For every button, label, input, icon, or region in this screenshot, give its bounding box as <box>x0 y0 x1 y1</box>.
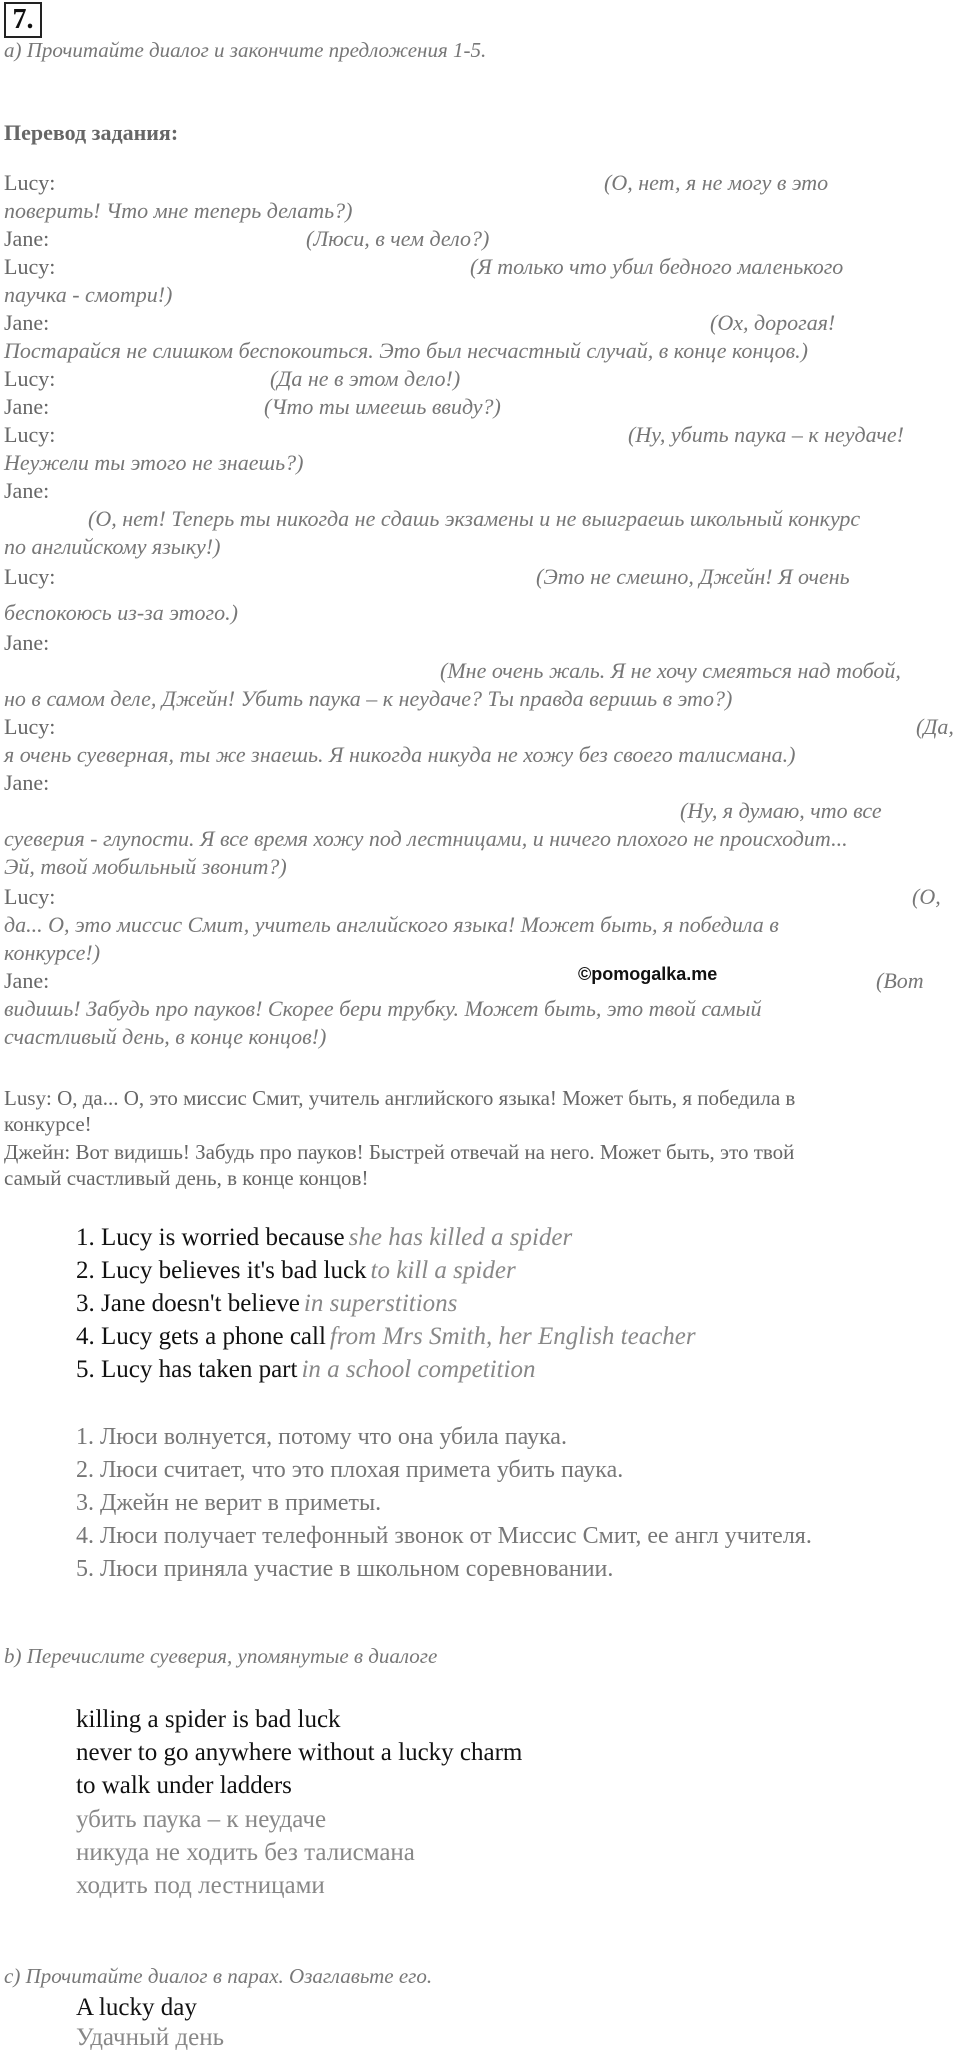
dialog-line: (Ну, убить паука – к неудаче! <box>628 422 904 447</box>
sentence-ru: 3. Джейн не верит в приметы. <box>76 1490 382 1516</box>
sentence-item <box>76 1323 696 1351</box>
dialog-line: (Да не в этом дело!) <box>270 366 461 391</box>
dialog-line: (Мне очень жаль. Я не хочу смеяться над тобой, <box>440 658 901 683</box>
dialog-speaker: Jane: <box>4 968 50 993</box>
sentence-start: 3. Jane doesn't believe <box>76 1290 300 1317</box>
dialog-line: паучка - смотри!) <box>4 282 173 307</box>
sentence-item <box>76 1257 516 1285</box>
exercise-number: 7. <box>4 2 42 38</box>
dialog-line: (Да, <box>916 714 954 739</box>
sentence-ru: 5. Люси приняла участие в школьном соревновании. <box>76 1556 614 1582</box>
superstition-ru: убить паука – к неудаче <box>76 1806 327 1833</box>
dialog-line: (О, нет! Теперь ты никогда не сдашь экзамены и не выиграешь школьный конкурс <box>88 506 861 531</box>
dialog-line: я очень суеверная, ты же знаешь. Я никогда никуда не хожу без своего талисмана.) <box>4 742 796 767</box>
superstition-en: never to go anywhere without a lucky charm <box>76 1739 523 1766</box>
dialog-line: Постарайся не слишком беспокоиться. Это был несчастный случай, в конце концов.) <box>4 338 808 363</box>
dialog-line: да... О, это миссис Смит, учитель английского языка! Может быть, я победила в <box>4 912 779 937</box>
dialog-line: (Люси, в чем дело?) <box>306 226 490 251</box>
dialog-line: Эй, твой мобильный звонит?) <box>4 854 287 879</box>
plain-translation-line: Джейн: Вот видишь! Забудь про пауков! Быстрей отвечай на него. Может быть, это твой <box>4 1140 795 1164</box>
dialog-line: Неужели ты этого не знаешь?) <box>4 450 304 475</box>
dialog-line: видишь! Забудь про пауков! Скорее бери трубку. Может быть, это твой самый <box>4 996 762 1021</box>
dialog-speaker: Lucy: <box>4 254 56 279</box>
sentence-ru: 4. Люси получает телефонный звонок от Миссис Смит, ее англ учителя. <box>76 1523 812 1549</box>
sentence-answer: to kill a spider <box>370 1257 516 1284</box>
sentence-ru: 2. Люси считает, что это плохая примета убить паука. <box>76 1457 624 1483</box>
dialog-speaker: Jane: <box>4 394 50 419</box>
dialog-line: счастливый день, в конце концов!) <box>4 1024 327 1049</box>
dialog-line: (О, нет, я не могу в это <box>604 170 829 195</box>
superstition-en: killing a spider is bad luck <box>76 1706 341 1733</box>
sentence-start: 2. Lucy believes it's bad luck <box>76 1257 367 1284</box>
dialog-title-en: A lucky day <box>76 1994 197 2021</box>
sentence-item <box>76 1224 572 1252</box>
dialog-line: (Что ты имеешь ввиду?) <box>264 394 501 419</box>
dialog-speaker: Lucy: <box>4 564 56 589</box>
sentence-start: 5. Lucy has taken part <box>76 1356 298 1383</box>
plain-translation-line: Lusy: О, да... О, это миссис Смит, учитель английского языка! Может быть, я победила в <box>4 1086 796 1110</box>
dialog-line: (Вот <box>876 968 924 993</box>
dialog-speaker: Lucy: <box>4 366 56 391</box>
sentence-answer: she has killed a spider <box>348 1224 573 1251</box>
superstition-ru: никуда не ходить без талисмана <box>76 1839 415 1866</box>
sentence-start: 1. Lucy is worried because <box>76 1224 345 1251</box>
dialog-speaker: Jane: <box>4 478 50 503</box>
plain-translation-line: конкурсе! <box>4 1112 92 1136</box>
dialog-speaker: Jane: <box>4 630 50 655</box>
sentence-item <box>76 1356 535 1384</box>
dialog-speaker: Lucy: <box>4 422 56 447</box>
watermark: ©pomogalka.me <box>578 964 718 984</box>
dialog-speaker: Lucy: <box>4 884 56 909</box>
dialog-line: поверить! Что мне теперь делать?) <box>4 198 353 223</box>
superstition-en: to walk under ladders <box>76 1772 292 1799</box>
plain-translation-line: самый счастливый день, в конце концов! <box>4 1166 369 1190</box>
task-c: c) Прочитайте диалог в парах. Озаглавьте его. <box>4 1964 433 1988</box>
task-b: b) Перечислите суеверия, упомянутые в диалоге <box>4 1644 438 1668</box>
dialog-speaker: Jane: <box>4 770 50 795</box>
dialog-line: (Я только что убил бедного маленького <box>470 254 844 279</box>
superstition-ru: ходить под лестницами <box>76 1872 325 1899</box>
sentence-ru: 1. Люси волнуется, потому что она убила паука. <box>76 1424 567 1450</box>
sentence-answer: in superstitions <box>303 1290 458 1317</box>
dialog-speaker: Jane: <box>4 310 50 335</box>
dialog-line: (Ох, дорогая! <box>710 310 836 335</box>
dialog-line: (Ну, я думаю, что все <box>680 798 882 823</box>
dialog-line: но в самом деле, Джейн! Убить паука – к неудаче? Ты правда веришь в это?) <box>4 686 733 711</box>
dialog-line: по английскому языку!) <box>4 534 221 559</box>
dialog-line: (О, <box>912 884 941 909</box>
dialog-line: (Это не смешно, Джейн! Я очень <box>536 564 850 589</box>
dialog-title-ru: Удачный день <box>76 2024 224 2051</box>
task-a: а) Прочитайте диалог и закончите предложения 1-5. <box>4 38 487 62</box>
dialog-speaker: Lucy: <box>4 170 56 195</box>
dialog-line: конкурсе!) <box>4 940 101 965</box>
sentence-answer: from Mrs Smith, her English teacher <box>329 1323 696 1350</box>
sentence-item <box>76 1290 457 1318</box>
dialog-line: беспокоюсь из-за этого.) <box>4 600 238 625</box>
dialog-speaker: Jane: <box>4 226 50 251</box>
sentence-start: 4. Lucy gets a phone call <box>76 1323 326 1350</box>
dialog-line: суеверия - глупости. Я все время хожу под лестницами, и ничего плохого не происходит... <box>4 826 848 851</box>
translation-heading: Перевод задания: <box>4 120 179 145</box>
sentence-answer: in a school competition <box>301 1356 536 1383</box>
dialog-speaker: Lucy: <box>4 714 56 739</box>
